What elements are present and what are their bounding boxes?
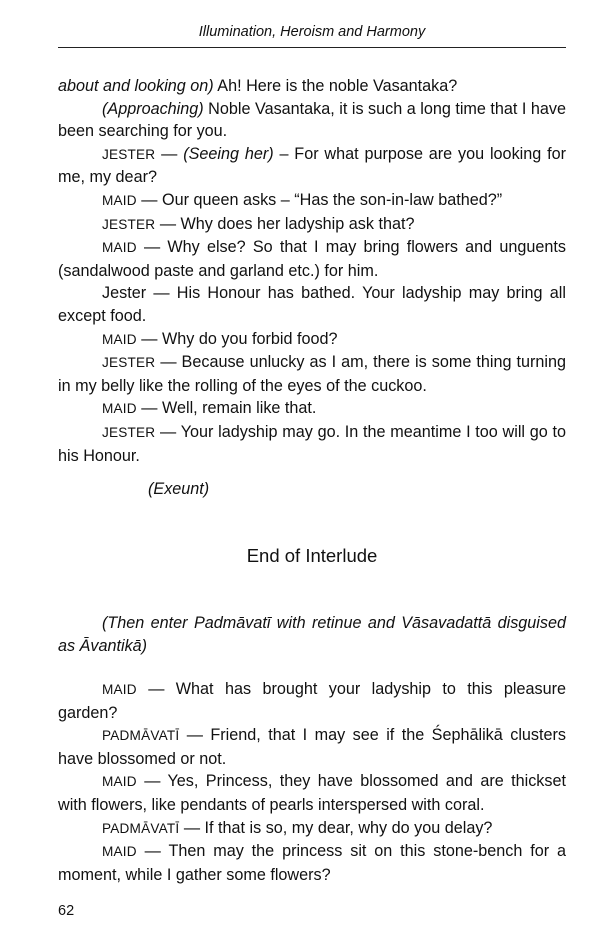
speech-text: — Then may the princess sit on this stone-bench for a moment, while I gather some flowers? bbox=[58, 842, 566, 884]
speech-text: — Our queen asks – “Has the son-in-law bathed?” bbox=[136, 190, 503, 209]
speech-text: — Yes, Princess, they have blossomed and are thickset with flowers, like pendants of pearls interspersed with coral. bbox=[58, 772, 566, 814]
speech bbox=[58, 236, 566, 282]
speaker-name: MAID bbox=[102, 401, 137, 417]
speaker-name: JESTER bbox=[102, 146, 156, 162]
speech-text: — What has brought your ladyship to this pleasure garden? bbox=[58, 680, 566, 722]
speech bbox=[58, 189, 566, 213]
speaker-name: MAID bbox=[102, 844, 137, 860]
speech bbox=[58, 678, 566, 724]
speech-text: — Well, remain like that. bbox=[136, 399, 317, 418]
speech bbox=[58, 421, 566, 467]
speaker-name: PADMĀVATĪ bbox=[102, 728, 180, 744]
speech-text: — Why do you forbid food? bbox=[136, 329, 338, 348]
speech-text: — Because unlucky as I am, there is some thing turning in my belly like the rolling of the eyes of the cuckoo. bbox=[58, 353, 566, 395]
header-rule bbox=[58, 47, 566, 48]
speech-text: — If that is so, my dear, why do you delay? bbox=[179, 818, 493, 837]
speech bbox=[58, 840, 566, 886]
exeunt-direction: (Exeunt) bbox=[148, 480, 210, 498]
speech bbox=[58, 213, 566, 237]
speech-text: Jester — His Honour has bathed. Your ladyship may bring all except food. bbox=[58, 284, 566, 325]
speaker-name: JESTER bbox=[102, 355, 156, 371]
speaker-name: MAID bbox=[102, 682, 137, 697]
text: Ah! Here is the noble Vasantaka? bbox=[213, 77, 458, 95]
speech-text: — Friend, that I may see if the Śephālikā clusters have blossomed or not. bbox=[58, 726, 566, 768]
speech bbox=[58, 817, 566, 841]
speech bbox=[58, 143, 566, 189]
section-title: End of Interlude bbox=[246, 545, 378, 566]
running-head: Illumination, Heroism and Harmony bbox=[198, 24, 426, 40]
stage-direction-inline: (Approaching) bbox=[102, 99, 204, 118]
stage-direction-inline: (Seeing her) bbox=[183, 144, 274, 163]
speaker-name: JESTER bbox=[102, 216, 156, 232]
dash: — bbox=[155, 144, 184, 163]
speaker-name: JESTER bbox=[102, 424, 156, 440]
stage-direction-text: (Then enter Padmāvatī with retinue and Vāsavadattā disguised as Āvantikā) bbox=[58, 614, 566, 655]
speaker-name: MAID bbox=[102, 774, 137, 790]
speaker-name: MAID bbox=[102, 331, 137, 347]
speech bbox=[58, 397, 566, 421]
speech bbox=[58, 724, 566, 770]
speaker-name: PADMĀVATĪ bbox=[102, 820, 180, 836]
speaker-name: MAID bbox=[102, 240, 137, 256]
speech-text: — Your ladyship may go. In the meantime I too will go to his Honour. bbox=[58, 422, 566, 465]
speech-text: — Why does her ladyship ask that? bbox=[155, 214, 415, 233]
stage-direction bbox=[58, 612, 566, 658]
speech bbox=[58, 328, 566, 352]
speech-text: — Why else? So that I may bring flowers and unguents (sandalwood paste and garland etc.) for him. bbox=[58, 238, 566, 280]
paragraph bbox=[58, 75, 566, 98]
speech-text: – For what purpose are you looking for me, my dear? bbox=[58, 144, 566, 187]
speaker-name: MAID bbox=[102, 192, 137, 208]
dialogue-block-2 bbox=[58, 678, 566, 886]
italic-text: about and looking on) bbox=[58, 77, 214, 95]
speech bbox=[58, 282, 566, 327]
text: Noble Vasantaka, it is such a long time that I have been searching for you. bbox=[58, 99, 567, 141]
speech bbox=[58, 351, 566, 397]
paragraph bbox=[58, 98, 566, 143]
page-number: 62 bbox=[58, 903, 75, 919]
speech bbox=[58, 770, 566, 816]
dialogue-block-1 bbox=[58, 75, 566, 467]
